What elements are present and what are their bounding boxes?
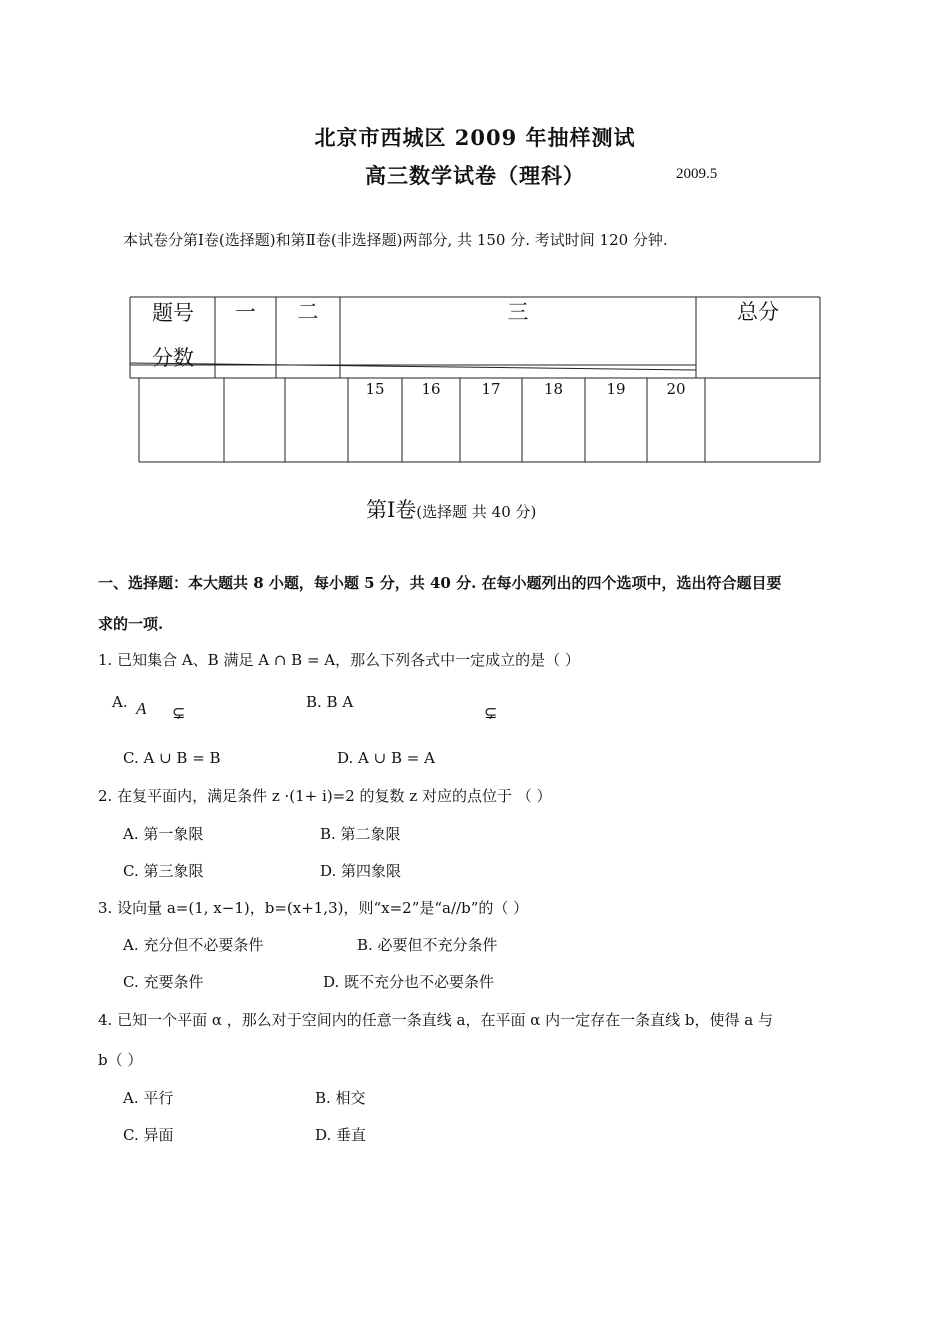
part1-heading-line2: 求的一项.: [98, 615, 164, 633]
q3-option-c: C. 充要条件: [123, 973, 204, 991]
sub-col-19: 19: [606, 380, 626, 398]
part1-heading-line1: 一、选择题：本大题共 8 小题，每小题 5 分，共 40 分. 在每小题列出的四个选项中，选出符合题目要: [98, 574, 782, 592]
q4-option-c: C. 异面: [123, 1126, 174, 1144]
q2-option-d: D. 第四象限: [320, 862, 402, 880]
col-section-3: 三: [507, 300, 529, 324]
sub-col-20: 20: [666, 380, 686, 398]
col-total: 总分: [737, 300, 779, 324]
exam-title: 北京市西城区 2009 年抽样测试: [314, 125, 636, 150]
row-label-score: 分数: [152, 346, 194, 370]
sub-col-18: 18: [543, 380, 564, 398]
q2-option-b: B. 第二象限: [320, 825, 401, 843]
q3-option-a: A. 充分但不必要条件: [123, 936, 264, 954]
sub-col-16: 16: [421, 380, 441, 398]
q4-option-b: B. 相交: [315, 1089, 366, 1107]
q4-stem: 4. 已知一个平面 α ，那么对于空间内的任意一条直线 a，在平面 α 内一定存在一条直线 b，使得 a 与: [98, 1011, 773, 1029]
exam-date: 2009.5: [676, 166, 718, 182]
col-section-2: 二: [297, 300, 319, 324]
sub-col-17: 17: [481, 380, 501, 398]
exam-subtitle: 高三数学试卷（理科）: [365, 163, 585, 188]
q1-option-b: B. B A: [306, 693, 354, 711]
section-note: (选择题 共 40 分): [416, 503, 537, 521]
q4-stem-continued: b（ ）: [98, 1051, 143, 1069]
q3-option-d: D. 既不充分也不必要条件: [323, 973, 495, 991]
q1-option-a-set: A: [136, 699, 147, 718]
score-table-grid: [0, 0, 950, 480]
q1-stem: 1. 已知集合 A、B 满足 A ∩ B = A，那么下列各式中一定成立的是（ ）: [98, 651, 580, 669]
sub-col-15: 15: [365, 380, 385, 398]
q4-option-d: D. 垂直: [315, 1126, 367, 1144]
row-label-number: 题号: [152, 301, 194, 325]
q1-option-a-label: A.: [112, 693, 128, 711]
q2-option-a: A. 第一象限: [123, 825, 204, 843]
q1-option-a-subset-symbol: ⊊: [172, 703, 186, 722]
section-main: 第Ⅰ卷: [366, 498, 417, 522]
q2-stem: 2. 在复平面内，满足条件 z ·(1+ i)=2 的复数 z 对应的点位于 （ ）: [98, 787, 552, 805]
q1-option-b-subset-symbol: ⊊: [484, 703, 498, 722]
q1-option-d: D. A ∪ B = A: [337, 749, 435, 767]
q3-stem: 3. 设向量 a=(1, x−1)，b=(x+1,3)，则“x=2”是“a//b”的（ ）: [98, 899, 529, 917]
section-title: [366, 494, 536, 524]
col-section-1: 一: [235, 300, 256, 324]
exam-intro: 本试卷分第Ⅰ卷(选择题)和第Ⅱ卷(非选择题)两部分, 共 150 分. 考试时间 120 分钟.: [123, 231, 668, 249]
q4-option-a: A. 平行: [123, 1089, 174, 1107]
q1-option-c: C. A ∪ B = B: [123, 749, 221, 767]
q2-option-c: C. 第三象限: [123, 862, 204, 880]
q3-option-b: B. 必要但不充分条件: [357, 936, 498, 954]
